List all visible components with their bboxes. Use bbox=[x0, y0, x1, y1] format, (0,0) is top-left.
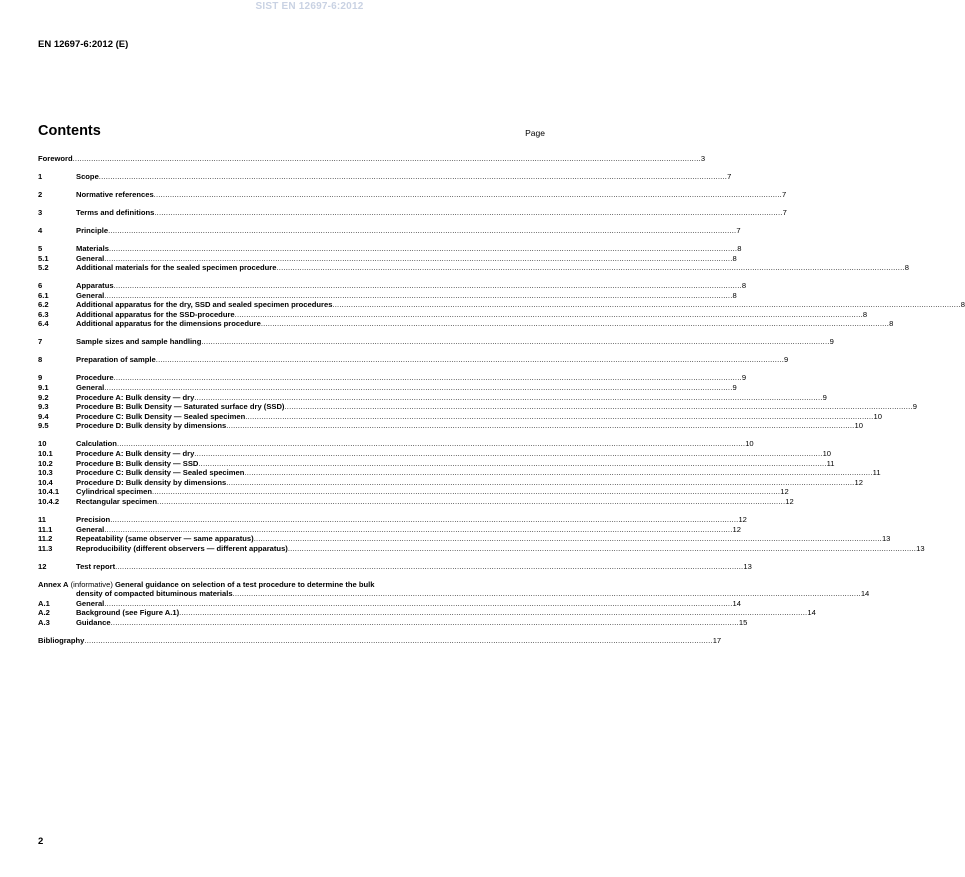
toc-entry-title: Background (see Figure A.1) bbox=[76, 608, 180, 618]
leader-dots bbox=[226, 421, 854, 431]
toc-entry[interactable] bbox=[38, 402, 917, 412]
toc-entry[interactable] bbox=[38, 189, 787, 200]
toc-entry-title: Repeatability (same observer — same apparatus) bbox=[76, 534, 254, 544]
document-id-header: EN 12697-6:2012 (E) bbox=[38, 39, 129, 50]
annex-informative: (informative) bbox=[70, 579, 113, 589]
toc-entry-title: Principle bbox=[76, 225, 109, 235]
leader-dots bbox=[235, 310, 863, 320]
toc-entry-title: Scope bbox=[76, 171, 99, 181]
toc-entry-page: 13 bbox=[916, 543, 925, 553]
toc-entry-number: 9 bbox=[38, 373, 43, 383]
toc-entry-page: 10 bbox=[745, 439, 754, 449]
toc-entry[interactable] bbox=[38, 421, 863, 431]
toc-entry-number: 11.2 bbox=[38, 534, 53, 544]
toc-entry-page: 10 bbox=[822, 448, 832, 458]
toc-entry-page: 8 bbox=[732, 290, 737, 300]
toc-entry[interactable] bbox=[38, 225, 741, 236]
toc-entry-number: 6.4 bbox=[38, 319, 49, 329]
toc-entry-title: Additional apparatus for the dry, SSD and sealed specimen procedures bbox=[76, 300, 333, 310]
page-title: Contents bbox=[38, 123, 101, 139]
toc-entry-title: Test report bbox=[76, 561, 116, 571]
toc-entry[interactable] bbox=[38, 300, 965, 310]
toc-entry[interactable] bbox=[38, 458, 835, 469]
leader-dots bbox=[104, 254, 732, 264]
toc-entry-title: Calculation bbox=[76, 439, 117, 449]
leader-dots bbox=[198, 459, 826, 469]
toc-entry-title: Procedure A: Bulk density — dry bbox=[76, 392, 195, 402]
leader-dots bbox=[110, 515, 738, 525]
leader-dots bbox=[254, 534, 882, 544]
toc-entry-page: 14 bbox=[732, 598, 741, 608]
toc-entry[interactable] bbox=[38, 487, 789, 497]
toc-entry-page: 17 bbox=[712, 636, 722, 646]
toc-entry-title: Procedure C: Bulk density — Sealed specimen bbox=[76, 468, 245, 478]
toc-entry-title: Procedure bbox=[76, 373, 114, 383]
leader-dots bbox=[201, 337, 829, 347]
leader-dots bbox=[332, 300, 960, 310]
toc-entry-page: 8 bbox=[732, 253, 737, 263]
leader-dots bbox=[111, 618, 739, 628]
toc-entry-page: 9 bbox=[784, 355, 789, 365]
toc-entry-page: 13 bbox=[743, 561, 752, 571]
toc-entry-page: 10 bbox=[854, 421, 863, 431]
toc-entry-title: Procedure D: Bulk density by dimensions bbox=[76, 477, 227, 487]
toc-entry-number: 9.1 bbox=[38, 383, 49, 393]
toc-entry-title: General bbox=[76, 290, 105, 300]
toc-entry-number: 1 bbox=[38, 171, 43, 181]
toc-entry-number: A.2 bbox=[38, 608, 50, 618]
toc-entry-page: 8 bbox=[741, 281, 747, 291]
toc-entry-title: Procedure B: Bulk Density — Saturated surface dry (SSD) bbox=[76, 402, 285, 412]
toc-entry[interactable] bbox=[38, 439, 754, 449]
toc-entry-page: 13 bbox=[881, 534, 891, 544]
watermark: SIST EN 12697-6:2012 bbox=[255, 1, 364, 12]
toc-entry-page: 9 bbox=[741, 373, 747, 383]
leader-dots bbox=[261, 319, 889, 329]
page-column-label: Page bbox=[525, 128, 545, 138]
annex-title-line bbox=[38, 580, 545, 590]
toc-entry-title: General bbox=[76, 598, 105, 608]
annex-title-continuation bbox=[38, 589, 870, 599]
toc-entry[interactable] bbox=[38, 207, 787, 218]
toc-entry-page: 8 bbox=[904, 263, 909, 273]
toc-entry-title: Additional apparatus for the dimensions procedure bbox=[76, 319, 261, 329]
leader-dots bbox=[117, 439, 745, 449]
toc-entry-page: 9 bbox=[822, 392, 827, 402]
toc-entry-number: A.3 bbox=[38, 618, 50, 628]
leader-dots bbox=[154, 208, 782, 218]
toc-entry[interactable] bbox=[38, 524, 741, 535]
toc-entry[interactable] bbox=[38, 543, 925, 554]
leader-dots bbox=[284, 402, 912, 412]
toc-entry-title: General bbox=[76, 524, 105, 534]
toc-entry-page: 8 bbox=[737, 243, 742, 253]
toc-entry-number: 8 bbox=[38, 355, 43, 365]
leader-dots bbox=[154, 190, 782, 200]
leader-dots bbox=[99, 172, 727, 182]
toc-entry[interactable] bbox=[38, 281, 747, 291]
annex-title: General guidance on selection of a test procedure to determine the bulk bbox=[114, 579, 375, 589]
toc-entry-number: 6.1 bbox=[38, 290, 49, 300]
toc-entry-number: 6 bbox=[38, 281, 43, 291]
toc-entry-number: 7 bbox=[38, 337, 43, 347]
annex-entry[interactable] bbox=[38, 579, 870, 599]
toc-entry-page: 12 bbox=[854, 477, 863, 487]
toc-entry-title: General bbox=[76, 383, 105, 393]
table-of-contents bbox=[38, 154, 965, 646]
toc-entry-title: Rectangular specimen bbox=[76, 496, 158, 506]
toc-entry-title: Terms and definitions bbox=[76, 207, 155, 217]
leader-dots bbox=[104, 383, 732, 393]
toc-entry[interactable] bbox=[38, 608, 816, 618]
leader-dots bbox=[108, 226, 736, 236]
toc-entry-number: 6.3 bbox=[38, 309, 49, 319]
leader-dots bbox=[288, 544, 916, 554]
leader-dots bbox=[104, 599, 732, 609]
toc-entry-number: 5 bbox=[38, 243, 43, 253]
toc-entry-number: 12 bbox=[38, 561, 47, 571]
toc-entry-number: 10.4.1 bbox=[38, 487, 60, 497]
toc-entry-page: 7 bbox=[736, 225, 741, 235]
page-number: 2 bbox=[38, 836, 44, 847]
annex-title-line2: density of compacted bituminous materials bbox=[76, 589, 233, 599]
toc-entry-number: 6.2 bbox=[38, 300, 49, 310]
toc-entry-number: 9.5 bbox=[38, 421, 49, 431]
toc-entry[interactable] bbox=[38, 290, 737, 301]
toc-entry-page: 9 bbox=[829, 337, 834, 347]
leader-dots bbox=[114, 281, 742, 291]
leader-dots bbox=[114, 373, 742, 383]
toc-entry[interactable] bbox=[38, 477, 863, 488]
toc-entry-page: 11 bbox=[826, 458, 835, 468]
toc-entry-number: 3 bbox=[38, 207, 43, 217]
toc-entry[interactable] bbox=[38, 392, 827, 403]
toc-entry[interactable] bbox=[38, 598, 741, 609]
toc-entry[interactable] bbox=[38, 514, 747, 525]
toc-entry-title: Procedure A: Bulk density — dry bbox=[76, 448, 195, 458]
toc-entry-number: 10.2 bbox=[38, 458, 53, 468]
annex-label: Annex A bbox=[38, 579, 69, 589]
toc-entry[interactable] bbox=[38, 534, 891, 544]
leader-dots bbox=[104, 525, 732, 535]
toc-entry-page: 12 bbox=[785, 496, 794, 506]
leader-dots bbox=[233, 589, 861, 599]
toc-entry-title: Guidance bbox=[76, 618, 111, 628]
leader-dots bbox=[115, 562, 743, 572]
toc-entry-title: Procedure D: Bulk density by dimensions bbox=[76, 421, 227, 431]
toc-entry-page: 3 bbox=[700, 154, 706, 163]
toc-entry-page: 14 bbox=[807, 608, 816, 618]
toc-entry-number: 9.2 bbox=[38, 392, 49, 402]
toc-entry[interactable] bbox=[38, 561, 752, 572]
toc-entry-number: 10.3 bbox=[38, 468, 53, 478]
toc-entry-page: 15 bbox=[738, 618, 748, 628]
toc-entry[interactable] bbox=[38, 383, 737, 393]
toc-entry[interactable] bbox=[38, 618, 748, 628]
toc-entry-number: 4 bbox=[38, 225, 43, 235]
toc-entry-title: Procedure C: Bulk Density — Sealed specimen bbox=[76, 411, 246, 421]
toc-entry[interactable] bbox=[38, 243, 742, 254]
toc-entry-page: 7 bbox=[781, 189, 787, 199]
toc-entry-page: 8 bbox=[889, 319, 894, 329]
toc-entry-number: 10.4.2 bbox=[38, 496, 60, 506]
toc-entry[interactable] bbox=[38, 253, 737, 264]
leader-dots bbox=[179, 608, 807, 618]
toc-entry-number: 5.1 bbox=[38, 253, 49, 263]
toc-entry-page: 12 bbox=[738, 514, 747, 524]
leader-dots bbox=[245, 412, 873, 422]
leader-dots bbox=[73, 154, 701, 164]
leader-dots bbox=[109, 244, 737, 254]
toc-entry-title: Materials bbox=[76, 243, 109, 253]
toc-entry[interactable] bbox=[38, 263, 909, 273]
toc-entry-title: Bibliography bbox=[38, 636, 85, 646]
toc-entry-page: 14 bbox=[860, 589, 870, 599]
toc-entry-title: Additional apparatus for the SSD-procedure bbox=[76, 309, 235, 319]
bibliography-entry[interactable] bbox=[38, 636, 722, 646]
toc-entry-number: 5.2 bbox=[38, 263, 49, 273]
toc-entry-number: 10.4 bbox=[38, 477, 53, 487]
toc-entry[interactable] bbox=[38, 154, 706, 164]
toc-entry[interactable] bbox=[38, 309, 868, 320]
toc-entry-title: Reproducibility (different observers — different apparatus) bbox=[76, 543, 288, 553]
leader-dots bbox=[244, 468, 872, 478]
toc-entry[interactable] bbox=[38, 411, 882, 422]
toc-entry-page: 10 bbox=[873, 411, 882, 421]
toc-entry-title: Normative references bbox=[76, 189, 154, 199]
toc-entry-number: 10 bbox=[38, 439, 47, 449]
toc-entry-page: 7 bbox=[727, 171, 732, 181]
toc-entry-title: Preparation of sample bbox=[76, 355, 156, 365]
leader-dots bbox=[156, 355, 784, 365]
toc-entry-page: 12 bbox=[732, 524, 741, 534]
leader-dots bbox=[226, 478, 854, 488]
leader-dots bbox=[104, 291, 732, 301]
toc-entry[interactable] bbox=[38, 373, 747, 383]
leader-dots bbox=[194, 449, 822, 459]
toc-entry-title: Additional materials for the sealed specimen procedure bbox=[76, 263, 277, 273]
toc-entry-title: Procedure B: Bulk density — SSD bbox=[76, 458, 199, 468]
toc-entry-page: 9 bbox=[912, 402, 917, 412]
toc-entry-number: 11.3 bbox=[38, 543, 53, 553]
toc-entry-page: 11 bbox=[872, 468, 881, 478]
leader-dots bbox=[84, 636, 712, 646]
leader-dots bbox=[276, 263, 904, 273]
toc-entry-page: 12 bbox=[780, 487, 789, 497]
leader-dots bbox=[194, 393, 822, 403]
toc-entry[interactable] bbox=[38, 448, 832, 459]
toc-entry-title: Cylindrical specimen bbox=[76, 487, 152, 497]
toc-entry[interactable] bbox=[38, 171, 732, 182]
toc-entry-title: Precision bbox=[76, 514, 111, 524]
toc-entry-page: 7 bbox=[782, 207, 787, 217]
toc-entry-page: 8 bbox=[862, 309, 868, 319]
toc-entry-title: Sample sizes and sample handling bbox=[76, 337, 202, 347]
toc-entry-page: 9 bbox=[732, 383, 737, 393]
toc-entry-title: Foreword bbox=[38, 154, 73, 163]
toc-entry-number: 10.1 bbox=[38, 448, 53, 458]
toc-entry-number: 11.1 bbox=[38, 524, 53, 534]
toc-entry[interactable] bbox=[38, 355, 789, 365]
toc-entry-title: General bbox=[76, 253, 105, 263]
toc-entry-title: Apparatus bbox=[76, 281, 114, 291]
toc-entry-number: 11 bbox=[38, 514, 47, 524]
toc-entry-number: A.1 bbox=[38, 598, 50, 608]
toc-entry-page: 8 bbox=[960, 300, 965, 310]
leader-dots bbox=[157, 497, 785, 507]
toc-entry[interactable] bbox=[38, 337, 834, 347]
toc-entry-number: 2 bbox=[38, 189, 43, 199]
toc-entry[interactable] bbox=[38, 468, 881, 478]
toc-entry[interactable] bbox=[38, 319, 894, 329]
toc-entry-number: 9.4 bbox=[38, 411, 49, 421]
toc-entry[interactable] bbox=[38, 496, 794, 507]
leader-dots bbox=[152, 487, 780, 497]
toc-entry-number: 9.3 bbox=[38, 402, 49, 412]
